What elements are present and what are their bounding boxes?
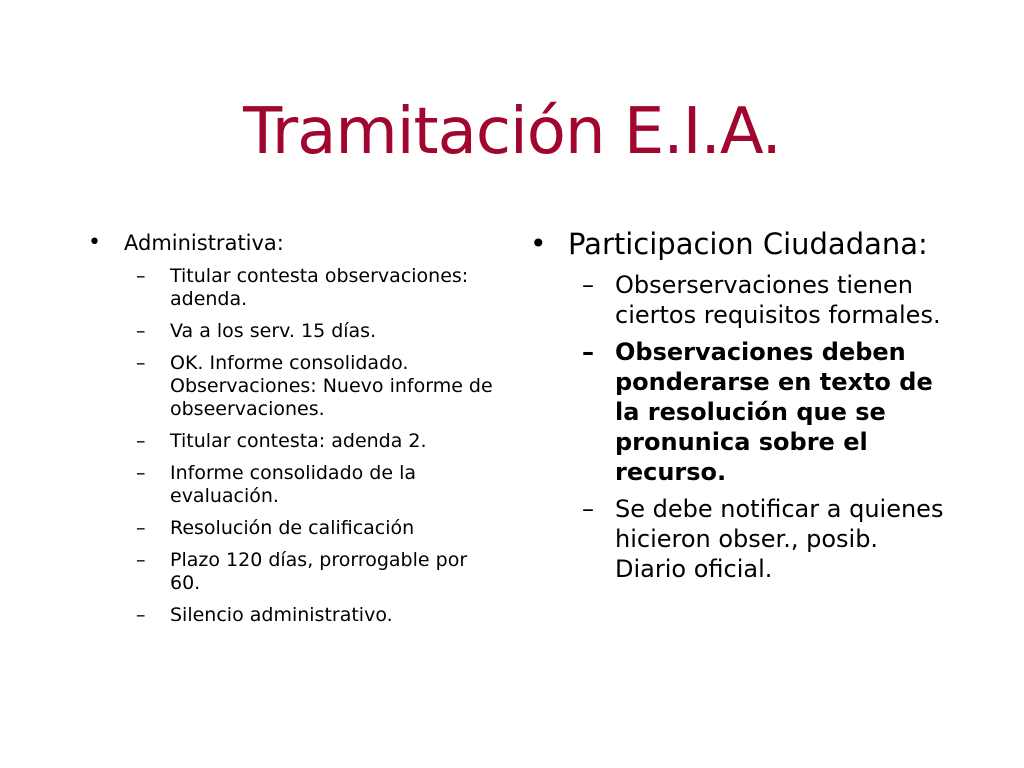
dash-icon: – xyxy=(582,495,594,523)
list-item xyxy=(124,549,498,595)
list-item-text: Va a los serv. 15 días. xyxy=(170,320,377,342)
dash-icon: – xyxy=(136,549,146,571)
list-item xyxy=(124,430,498,453)
dash-icon: – xyxy=(136,604,146,626)
list-item xyxy=(568,270,950,330)
list-item xyxy=(124,352,498,421)
left-column xyxy=(88,225,498,627)
dash-icon: – xyxy=(136,462,146,484)
list-item-text: Informe consolidado de la evaluación. xyxy=(170,462,417,507)
dash-icon: – xyxy=(136,320,146,342)
list-item-emphasized xyxy=(568,337,950,487)
list-item-text: Titular contesta: adenda 2. xyxy=(170,430,427,452)
slide-title: Tramitación E.I.A. xyxy=(243,95,781,169)
bullet-heading: Participacion Ciudadana: xyxy=(568,227,928,261)
list-item xyxy=(124,265,498,311)
dash-icon: – xyxy=(136,265,146,287)
dash-icon: – xyxy=(582,338,594,366)
sub-list xyxy=(530,270,950,584)
list-item-text: Obserservaciones tienen ciertos requisitos formales. xyxy=(615,271,941,329)
dash-icon: – xyxy=(582,271,594,299)
sub-list xyxy=(88,265,498,627)
dash-icon: – xyxy=(136,430,146,452)
list-item xyxy=(124,320,498,343)
bullet-icon: • xyxy=(88,230,101,255)
list-item xyxy=(124,462,498,508)
bullet-icon: • xyxy=(530,227,547,260)
list-item-text: Se debe notificar a quienes hicieron obser., posib. Diario oficial. xyxy=(615,495,944,583)
right-column xyxy=(530,226,950,584)
bullet-item-participacion xyxy=(530,226,950,262)
list-item-text: Plazo 120 días, prorrogable por 60. xyxy=(170,549,468,594)
list-item xyxy=(124,517,498,540)
list-item-text: OK. Informe consolidado. Observaciones: Nuevo informe de obseervaciones. xyxy=(170,352,493,420)
list-item-text: Observaciones deben ponderarse en texto de la resolución que se pronunica sobre el recurso. xyxy=(615,338,933,486)
bullet-heading: Administrativa: xyxy=(124,231,284,255)
list-item xyxy=(568,494,950,584)
list-item xyxy=(124,604,498,627)
dash-icon: – xyxy=(136,517,146,539)
list-item-text: Silencio administrativo. xyxy=(170,604,393,626)
list-item-text: Resolución de calificación xyxy=(170,517,415,539)
dash-icon: – xyxy=(136,352,146,374)
bullet-item-administrativa xyxy=(88,225,498,261)
list-item-text: Titular contesta observaciones: adenda. xyxy=(170,265,469,310)
